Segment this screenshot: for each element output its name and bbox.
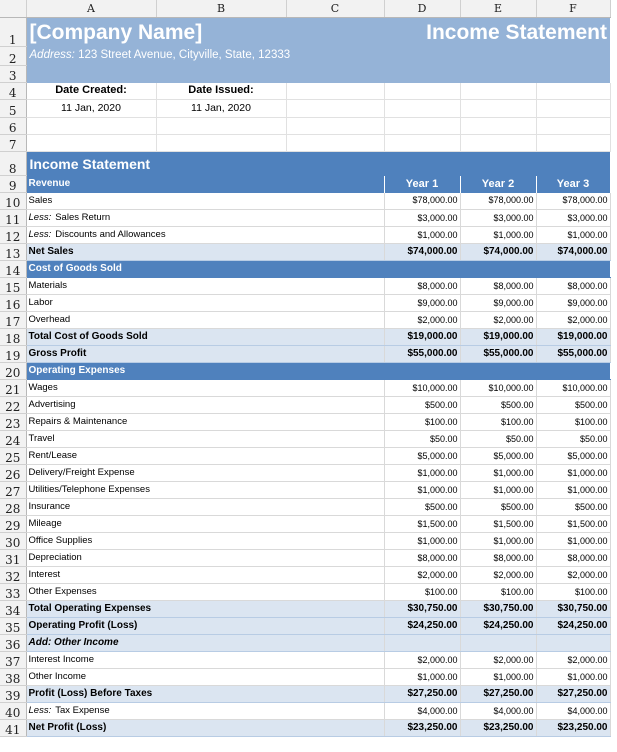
total-row (0, 244, 610, 261)
less-prefix: Less: (28, 705, 52, 717)
less-prefix: Less: (28, 212, 52, 224)
row-header[interactable]: 20 (0, 363, 26, 380)
row-header[interactable]: 22 (0, 397, 26, 414)
cell[interactable] (286, 135, 384, 152)
row-header[interactable]: 8 (0, 152, 26, 176)
row-header[interactable]: 36 (0, 635, 26, 652)
line-item-row (0, 193, 610, 210)
year-2-value[interactable]: $24,250.00 (460, 618, 536, 635)
cell[interactable] (286, 100, 384, 118)
line-label[interactable] (26, 703, 384, 720)
line-label-text: Operating Profit (Loss) (28, 620, 138, 631)
address-cell[interactable] (26, 47, 610, 66)
year-1-value[interactable] (384, 635, 460, 652)
line-label[interactable] (26, 227, 384, 244)
line-label-text: Interest Income (28, 654, 94, 666)
cell[interactable] (384, 100, 460, 118)
row-header[interactable]: 33 (0, 584, 26, 601)
year-3-value[interactable]: $10,000.00 (536, 380, 610, 397)
row-header[interactable]: 6 (0, 118, 26, 135)
cell[interactable] (286, 118, 384, 135)
line-label[interactable] (26, 312, 384, 329)
year-3-value[interactable]: $8,000.00 (536, 278, 610, 295)
row-header[interactable]: 12 (0, 227, 26, 244)
row-header[interactable]: 13 (0, 244, 26, 261)
line-label-text: Add: Other Income (28, 637, 119, 648)
row-header[interactable]: 4 (0, 83, 26, 100)
total-row (0, 635, 610, 652)
year-1-value[interactable] (384, 261, 460, 278)
cell[interactable] (384, 135, 460, 152)
row-header[interactable]: 17 (0, 312, 26, 329)
line-label-text: Cost of Goods Sold (28, 263, 122, 274)
year-3-value[interactable]: $500.00 (536, 397, 610, 414)
row-header[interactable]: 41 (0, 720, 26, 737)
line-label[interactable] (26, 601, 384, 618)
row-header[interactable]: 18 (0, 329, 26, 346)
year-1-value[interactable]: $10,000.00 (384, 380, 460, 397)
row-header[interactable]: 2 (0, 47, 26, 66)
year-3-value[interactable]: $8,000.00 (536, 550, 610, 567)
year-1-value[interactable]: $3,000.00 (384, 210, 460, 227)
document-title[interactable]: Income Statement (384, 18, 610, 47)
line-item-row (0, 414, 610, 431)
year-2-value[interactable]: $100.00 (460, 584, 536, 601)
cell[interactable] (26, 135, 156, 152)
year-3-value[interactable]: $23,250.00 (536, 720, 610, 737)
revenue-header-row (0, 176, 610, 193)
line-label[interactable] (26, 567, 384, 584)
year-3-value[interactable]: $30,750.00 (536, 601, 610, 618)
line-label[interactable] (26, 193, 384, 210)
line-label-text: Operating Expenses (28, 365, 126, 376)
address-label: Address: (29, 49, 75, 62)
year-header[interactable]: Year 2 (460, 176, 536, 193)
cell[interactable] (156, 135, 286, 152)
year-3-value[interactable]: $74,000.00 (536, 244, 610, 261)
line-label[interactable] (26, 652, 384, 669)
total-row (0, 329, 610, 346)
year-1-value[interactable]: $2,000.00 (384, 652, 460, 669)
year-3-value[interactable]: $78,000.00 (536, 193, 610, 210)
column-header[interactable]: D (384, 0, 460, 18)
row-header[interactable]: 16 (0, 295, 26, 312)
line-label-text: Net Profit (Loss) (28, 722, 107, 733)
line-label-text: Rent/Lease (28, 450, 78, 462)
year-2-value[interactable]: $2,000.00 (460, 652, 536, 669)
year-3-value[interactable]: $5,000.00 (536, 448, 610, 465)
line-item-row (0, 550, 610, 567)
header-row-1 (0, 18, 610, 47)
year-3-value[interactable]: $3,000.00 (536, 210, 610, 227)
line-label[interactable] (26, 329, 384, 346)
year-1-value[interactable]: $8,000.00 (384, 278, 460, 295)
line-label-text: Wages (28, 382, 58, 394)
line-item-row (0, 227, 610, 244)
line-label-text: Mileage (28, 518, 62, 530)
cell[interactable] (536, 83, 610, 100)
year-1-value[interactable]: $19,000.00 (384, 329, 460, 346)
year-3-value[interactable]: $27,250.00 (536, 686, 610, 703)
line-item-row (0, 278, 610, 295)
year-1-value[interactable]: $1,000.00 (384, 227, 460, 244)
year-1-value[interactable]: $1,000.00 (384, 482, 460, 499)
line-label[interactable] (26, 465, 384, 482)
column-header[interactable]: C (286, 0, 384, 18)
line-label[interactable] (26, 261, 384, 278)
year-3-value[interactable]: $1,000.00 (536, 465, 610, 482)
year-2-value[interactable]: $2,000.00 (460, 567, 536, 584)
blank-row (0, 135, 610, 152)
year-1-value[interactable]: $1,500.00 (384, 516, 460, 533)
year-3-value[interactable] (536, 261, 610, 278)
date-created-value[interactable]: 11 Jan, 2020 (26, 100, 156, 118)
line-label[interactable] (26, 584, 384, 601)
line-label-text: Delivery/Freight Expense (28, 467, 135, 479)
year-2-value[interactable]: $74,000.00 (460, 244, 536, 261)
cell[interactable] (156, 118, 286, 135)
row-header[interactable]: 31 (0, 550, 26, 567)
row-header[interactable]: 11 (0, 210, 26, 227)
row-header[interactable]: 32 (0, 567, 26, 584)
line-item-row (0, 465, 610, 482)
year-2-value[interactable]: $500.00 (460, 499, 536, 516)
year-3-value[interactable]: $500.00 (536, 499, 610, 516)
row-header[interactable]: 35 (0, 618, 26, 635)
dates-label-row (0, 83, 610, 100)
cell[interactable] (286, 18, 384, 47)
row-header[interactable]: 37 (0, 652, 26, 669)
total-row (0, 720, 610, 737)
line-item-row (0, 312, 610, 329)
year-header[interactable]: Year 3 (536, 176, 610, 193)
line-label[interactable] (26, 380, 384, 397)
year-1-value[interactable]: $2,000.00 (384, 312, 460, 329)
row-header[interactable]: 27 (0, 482, 26, 499)
line-item-row (0, 295, 610, 312)
row-header[interactable]: 25 (0, 448, 26, 465)
year-2-value[interactable]: $1,500.00 (460, 516, 536, 533)
year-3-value[interactable]: $100.00 (536, 584, 610, 601)
year-2-value[interactable]: $23,250.00 (460, 720, 536, 737)
line-item-row (0, 499, 610, 516)
line-label[interactable] (26, 210, 384, 227)
cell[interactable] (460, 83, 536, 100)
line-label-text: Labor (28, 297, 53, 309)
year-3-value[interactable]: $19,000.00 (536, 329, 610, 346)
line-item-row (0, 431, 610, 448)
year-3-value[interactable]: $2,000.00 (536, 567, 610, 584)
year-3-value[interactable]: $9,000.00 (536, 295, 610, 312)
year-2-value[interactable]: $27,250.00 (460, 686, 536, 703)
line-label-text: Depreciation (28, 552, 82, 564)
year-2-value[interactable]: $3,000.00 (460, 210, 536, 227)
line-label[interactable] (26, 686, 384, 703)
row-header[interactable]: 30 (0, 533, 26, 550)
year-1-value[interactable]: $100.00 (384, 414, 460, 431)
row-header[interactable]: 34 (0, 601, 26, 618)
line-label[interactable] (26, 363, 384, 380)
year-2-value[interactable]: $78,000.00 (460, 193, 536, 210)
year-1-value[interactable]: $500.00 (384, 499, 460, 516)
row-header[interactable]: 15 (0, 278, 26, 295)
year-1-value[interactable]: $23,250.00 (384, 720, 460, 737)
row-header[interactable]: 14 (0, 261, 26, 278)
year-3-value[interactable]: $1,000.00 (536, 227, 610, 244)
header-row-2 (0, 47, 610, 66)
year-3-value[interactable] (536, 363, 610, 380)
revenue-label[interactable]: Revenue (26, 176, 384, 193)
line-label-text: Total Operating Expenses (28, 603, 152, 614)
year-2-value[interactable]: $10,000.00 (460, 380, 536, 397)
row-header[interactable]: 28 (0, 499, 26, 516)
year-2-value[interactable] (460, 363, 536, 380)
year-2-value[interactable]: $30,750.00 (460, 601, 536, 618)
line-label[interactable] (26, 397, 384, 414)
line-item-row (0, 397, 610, 414)
line-label-text: Interest (28, 569, 61, 581)
line-label-text: Insurance (28, 501, 71, 513)
year-2-value[interactable]: $8,000.00 (460, 550, 536, 567)
year-1-value[interactable]: $74,000.00 (384, 244, 460, 261)
year-3-value[interactable]: $1,000.00 (536, 533, 610, 550)
blank-row (0, 118, 610, 135)
cell[interactable] (26, 118, 156, 135)
address-value: 123 Street Avenue, Cityville, State, 12333 (78, 49, 291, 62)
line-label-text: Repairs & Maintenance (28, 416, 128, 428)
year-1-value[interactable]: $500.00 (384, 397, 460, 414)
year-3-value[interactable]: $24,250.00 (536, 618, 610, 635)
company-name[interactable]: [Company Name] (26, 18, 286, 47)
line-label-text: Office Supplies (28, 535, 93, 547)
total-row (0, 618, 610, 635)
line-label[interactable] (26, 278, 384, 295)
year-3-value[interactable]: $100.00 (536, 414, 610, 431)
year-2-value[interactable]: $1,000.00 (460, 669, 536, 686)
line-label[interactable] (26, 431, 384, 448)
year-2-value[interactable]: $1,000.00 (460, 465, 536, 482)
line-item-row (0, 652, 610, 669)
line-label[interactable] (26, 414, 384, 431)
year-header[interactable]: Year 1 (384, 176, 460, 193)
cell[interactable] (460, 135, 536, 152)
year-3-value[interactable]: $1,000.00 (536, 669, 610, 686)
line-item-row (0, 567, 610, 584)
cell[interactable] (536, 135, 610, 152)
section-title[interactable]: Income Statement (26, 152, 610, 176)
year-1-value[interactable]: $1,000.00 (384, 669, 460, 686)
line-label-text: Other Income (28, 671, 87, 683)
year-3-value[interactable]: $4,000.00 (536, 703, 610, 720)
column-header-row (0, 0, 610, 18)
cell[interactable] (536, 100, 610, 118)
column-header[interactable]: B (156, 0, 286, 18)
year-2-value[interactable]: $8,000.00 (460, 278, 536, 295)
year-1-value[interactable]: $8,000.00 (384, 550, 460, 567)
year-2-value[interactable]: $9,000.00 (460, 295, 536, 312)
year-1-value[interactable]: $30,750.00 (384, 601, 460, 618)
line-item-row (0, 516, 610, 533)
year-2-value[interactable]: $50.00 (460, 431, 536, 448)
year-2-value[interactable]: $19,000.00 (460, 329, 536, 346)
row-header[interactable]: 24 (0, 431, 26, 448)
column-header[interactable]: A (26, 0, 156, 18)
line-item-row (0, 448, 610, 465)
year-3-value[interactable]: $1,500.00 (536, 516, 610, 533)
year-3-value[interactable]: $50.00 (536, 431, 610, 448)
date-issued-value[interactable]: 11 Jan, 2020 (156, 100, 286, 118)
year-2-value[interactable]: $55,000.00 (460, 346, 536, 363)
year-1-value[interactable] (384, 363, 460, 380)
row-header[interactable]: 1 (0, 18, 26, 47)
line-label-text: Materials (28, 280, 68, 292)
line-label[interactable] (26, 499, 384, 516)
date-created-label[interactable]: Date Created: (26, 83, 156, 100)
header-row-3 (0, 66, 610, 83)
line-label-text: Overhead (28, 314, 71, 326)
line-label-text: Sales Return (55, 212, 111, 224)
row-header[interactable]: 5 (0, 100, 26, 118)
cell[interactable] (384, 118, 460, 135)
category-row (0, 363, 610, 380)
year-2-value[interactable]: $5,000.00 (460, 448, 536, 465)
total-row (0, 686, 610, 703)
year-3-value[interactable]: $2,000.00 (536, 312, 610, 329)
year-1-value[interactable]: $2,000.00 (384, 567, 460, 584)
year-1-value[interactable]: $50.00 (384, 431, 460, 448)
year-1-value[interactable]: $1,000.00 (384, 465, 460, 482)
line-label[interactable] (26, 550, 384, 567)
row-header[interactable]: 10 (0, 193, 26, 210)
line-label[interactable] (26, 346, 384, 363)
line-item-row (0, 703, 610, 720)
year-1-value[interactable]: $100.00 (384, 584, 460, 601)
year-2-value[interactable] (460, 261, 536, 278)
year-2-value[interactable]: $500.00 (460, 397, 536, 414)
year-2-value[interactable]: $1,000.00 (460, 227, 536, 244)
year-2-value[interactable]: $100.00 (460, 414, 536, 431)
line-label-text: Tax Expense (55, 705, 110, 717)
year-3-value[interactable]: $55,000.00 (536, 346, 610, 363)
line-label[interactable] (26, 482, 384, 499)
year-3-value[interactable]: $2,000.00 (536, 652, 610, 669)
year-1-value[interactable]: $24,250.00 (384, 618, 460, 635)
date-issued-label[interactable]: Date Issued: (156, 83, 286, 100)
year-3-value[interactable] (536, 635, 610, 652)
year-2-value[interactable]: $1,000.00 (460, 482, 536, 499)
section-title-row (0, 152, 610, 176)
line-item-row (0, 669, 610, 686)
line-label[interactable] (26, 618, 384, 635)
line-label[interactable] (26, 448, 384, 465)
column-header[interactable]: E (460, 0, 536, 18)
year-1-value[interactable]: $4,000.00 (384, 703, 460, 720)
cell[interactable] (460, 118, 536, 135)
line-label[interactable] (26, 533, 384, 550)
dates-value-row (0, 100, 610, 118)
line-label[interactable] (26, 635, 384, 652)
line-label-text: Travel (28, 433, 55, 445)
row-header[interactable]: 26 (0, 465, 26, 482)
row-header[interactable]: 19 (0, 346, 26, 363)
line-item-row (0, 380, 610, 397)
line-label[interactable] (26, 244, 384, 261)
row-header[interactable]: 9 (0, 176, 26, 193)
row-header[interactable]: 29 (0, 516, 26, 533)
year-2-value[interactable] (460, 635, 536, 652)
line-label-text: Net Sales (28, 246, 74, 257)
line-label[interactable] (26, 516, 384, 533)
less-prefix: Less: (28, 229, 52, 241)
line-label-text: Sales (28, 195, 53, 206)
year-2-value[interactable]: $4,000.00 (460, 703, 536, 720)
year-2-value[interactable]: $1,000.00 (460, 533, 536, 550)
cell[interactable] (26, 66, 610, 83)
cell[interactable] (384, 83, 460, 100)
line-item-row (0, 584, 610, 601)
total-row (0, 346, 610, 363)
row-header[interactable]: 7 (0, 135, 26, 152)
line-item-row (0, 482, 610, 499)
row-header[interactable]: 38 (0, 669, 26, 686)
line-label[interactable] (26, 295, 384, 312)
year-1-value[interactable]: $55,000.00 (384, 346, 460, 363)
row-header[interactable]: 21 (0, 380, 26, 397)
cell[interactable] (286, 83, 384, 100)
line-label[interactable] (26, 669, 384, 686)
year-1-value[interactable]: $1,000.00 (384, 533, 460, 550)
row-header[interactable]: 39 (0, 686, 26, 703)
category-row (0, 261, 610, 278)
year-1-value[interactable]: $9,000.00 (384, 295, 460, 312)
row-header[interactable]: 23 (0, 414, 26, 431)
select-all-corner[interactable] (0, 0, 26, 18)
year-1-value[interactable]: $78,000.00 (384, 193, 460, 210)
line-label-text: Discounts and Allowances (55, 229, 166, 241)
year-1-value[interactable]: $5,000.00 (384, 448, 460, 465)
line-item-row (0, 210, 610, 227)
column-header[interactable]: F (536, 0, 610, 18)
cell[interactable] (536, 118, 610, 135)
total-row (0, 601, 610, 618)
line-label-text: Utilities/Telephone Expenses (28, 484, 150, 496)
line-label-text: Total Cost of Goods Sold (28, 331, 148, 342)
line-label-text: Gross Profit (28, 348, 87, 359)
line-label[interactable] (26, 720, 384, 737)
cell[interactable] (460, 100, 536, 118)
line-label-text: Profit (Loss) Before Taxes (28, 688, 153, 699)
line-item-row (0, 533, 610, 550)
row-header[interactable]: 40 (0, 703, 26, 720)
year-1-value[interactable]: $27,250.00 (384, 686, 460, 703)
row-header[interactable]: 3 (0, 66, 26, 83)
year-2-value[interactable]: $2,000.00 (460, 312, 536, 329)
line-label-text: Advertising (28, 399, 76, 411)
year-3-value[interactable]: $1,000.00 (536, 482, 610, 499)
line-label-text: Other Expenses (28, 586, 97, 598)
